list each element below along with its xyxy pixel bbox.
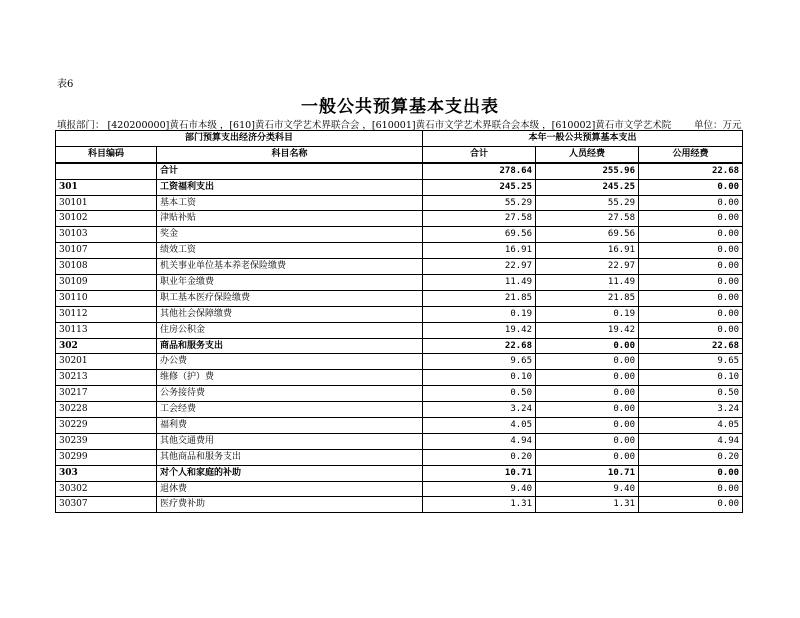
cell-public: 0.00 (639, 497, 743, 513)
cell-total: 0.20 (423, 449, 536, 465)
cell-public: 0.00 (639, 227, 743, 243)
cell-personnel: 0.00 (536, 433, 639, 449)
table-row (56, 290, 743, 306)
cell-code: 30108 (56, 259, 157, 275)
cell-personnel: 0.19 (536, 306, 639, 322)
header-personnel: 人员经费 (536, 146, 639, 162)
cell-public: 22.68 (639, 163, 743, 179)
cell-personnel: 0.00 (536, 386, 639, 402)
cell-code: 30299 (56, 449, 157, 465)
table-row (56, 259, 743, 275)
cell-public: 4.94 (639, 433, 743, 449)
table-row (56, 354, 743, 370)
filing-department: 填报部门： [420200000]黄石市本级 ，[610]黄石市文学艺术界联合会 ，[610001]黄石市文学艺术界联合会本级 ，[610002]黄石市文学艺术院 (57, 120, 672, 131)
cell-code: 30113 (56, 322, 157, 338)
unit-label: 单位：万元 (694, 120, 742, 131)
cell-name: 工会经费 (157, 402, 423, 418)
cell-name: 其他商品和服务支出 (157, 449, 423, 465)
table-row (56, 497, 743, 513)
cell-name: 工资福利支出 (157, 179, 423, 195)
table-row (56, 322, 743, 338)
cell-total: 245.25 (423, 179, 536, 195)
table-number: 表6 (57, 79, 74, 90)
cell-code: 30213 (56, 370, 157, 386)
table-row (56, 243, 743, 259)
budget-table (55, 130, 743, 513)
cell-name: 其他交通费用 (157, 433, 423, 449)
cell-code: 302 (56, 338, 157, 354)
cell-code: 30109 (56, 275, 157, 291)
header-group-row (56, 131, 743, 147)
cell-total: 0.50 (423, 386, 536, 402)
cell-name: 职业年金缴费 (157, 275, 423, 291)
cell-public: 0.00 (639, 179, 743, 195)
cell-public: 0.00 (639, 322, 743, 338)
cell-total: 278.64 (423, 163, 536, 179)
cell-total: 19.42 (423, 322, 536, 338)
table-row (56, 402, 743, 418)
cell-total: 4.94 (423, 433, 536, 449)
table-row (56, 227, 743, 243)
cell-name: 奖金 (157, 227, 423, 243)
cell-public: 0.00 (639, 465, 743, 481)
header-code: 科目编码 (56, 146, 157, 162)
cell-personnel: 22.97 (536, 259, 639, 275)
cell-code: 30112 (56, 306, 157, 322)
cell-total: 9.40 (423, 481, 536, 497)
cell-total: 10.71 (423, 465, 536, 481)
cell-code: 30103 (56, 227, 157, 243)
cell-name: 基本工资 (157, 195, 423, 211)
cell-total: 4.05 (423, 418, 536, 434)
header-name: 科目名称 (157, 146, 423, 162)
cell-name: 退休费 (157, 481, 423, 497)
cell-name: 住房公积金 (157, 322, 423, 338)
header-column-row (56, 146, 743, 162)
cell-total: 69.56 (423, 227, 536, 243)
cell-total: 1.31 (423, 497, 536, 513)
cell-personnel: 55.29 (536, 195, 639, 211)
cell-personnel: 245.25 (536, 179, 639, 195)
cell-public: 0.00 (639, 481, 743, 497)
cell-code (56, 163, 157, 179)
cell-code: 30201 (56, 354, 157, 370)
cell-personnel: 0.00 (536, 370, 639, 386)
cell-total: 3.24 (423, 402, 536, 418)
cell-name: 公务接待费 (157, 386, 423, 402)
cell-code: 30110 (56, 290, 157, 306)
cell-name: 对个人和家庭的补助 (157, 465, 423, 481)
cell-personnel: 0.00 (536, 418, 639, 434)
cell-name: 维修（护）费 (157, 370, 423, 386)
cell-name: 医疗费补助 (157, 497, 423, 513)
header-economic-classification: 部门预算支出经济分类科目 (56, 131, 423, 147)
header-total: 合计 (423, 146, 536, 162)
cell-public: 22.68 (639, 338, 743, 354)
header-public: 公用经费 (639, 146, 743, 162)
cell-name: 福利费 (157, 418, 423, 434)
table-row (56, 386, 743, 402)
cell-code: 30217 (56, 386, 157, 402)
cell-name: 商品和服务支出 (157, 338, 423, 354)
cell-code: 303 (56, 465, 157, 481)
header-basic-expenditure: 本年一般公共预算基本支出 (423, 131, 743, 147)
cell-public: 0.20 (639, 449, 743, 465)
table-body (56, 163, 743, 513)
cell-public: 0.10 (639, 370, 743, 386)
cell-personnel: 0.00 (536, 354, 639, 370)
cell-personnel: 255.96 (536, 163, 639, 179)
cell-code: 30101 (56, 195, 157, 211)
cell-public: 0.00 (639, 211, 743, 227)
cell-public: 0.00 (639, 275, 743, 291)
page-title: 一般公共预算基本支出表 (301, 97, 499, 117)
cell-personnel: 1.31 (536, 497, 639, 513)
total-row (56, 163, 743, 179)
cell-total: 0.10 (423, 370, 536, 386)
table-row (56, 306, 743, 322)
table-row (56, 433, 743, 449)
table-row (56, 418, 743, 434)
cell-personnel: 0.00 (536, 338, 639, 354)
cell-name: 办公费 (157, 354, 423, 370)
category-row (56, 465, 743, 481)
cell-public: 4.05 (639, 418, 743, 434)
cell-public: 9.65 (639, 354, 743, 370)
cell-public: 0.50 (639, 386, 743, 402)
cell-personnel: 0.00 (536, 449, 639, 465)
cell-total: 22.68 (423, 338, 536, 354)
cell-total: 16.91 (423, 243, 536, 259)
cell-total: 0.19 (423, 306, 536, 322)
cell-code: 30302 (56, 481, 157, 497)
cell-total: 11.49 (423, 275, 536, 291)
cell-public: 0.00 (639, 243, 743, 259)
cell-personnel: 27.58 (536, 211, 639, 227)
cell-code: 30307 (56, 497, 157, 513)
cell-public: 0.00 (639, 306, 743, 322)
cell-public: 0.00 (639, 259, 743, 275)
cell-personnel: 69.56 (536, 227, 639, 243)
table-row (56, 370, 743, 386)
category-row (56, 338, 743, 354)
cell-code: 30228 (56, 402, 157, 418)
cell-personnel: 0.00 (536, 402, 639, 418)
cell-personnel: 19.42 (536, 322, 639, 338)
cell-name: 机关事业单位基本养老保险缴费 (157, 259, 423, 275)
category-row (56, 179, 743, 195)
table-row (56, 211, 743, 227)
cell-personnel: 11.49 (536, 275, 639, 291)
cell-name: 津贴补贴 (157, 211, 423, 227)
cell-name: 合计 (157, 163, 423, 179)
cell-code: 30239 (56, 433, 157, 449)
cell-code: 30229 (56, 418, 157, 434)
cell-personnel: 9.40 (536, 481, 639, 497)
table-row (56, 275, 743, 291)
cell-total: 22.97 (423, 259, 536, 275)
table-row (56, 195, 743, 211)
cell-code: 301 (56, 179, 157, 195)
cell-total: 55.29 (423, 195, 536, 211)
cell-public: 0.00 (639, 290, 743, 306)
cell-personnel: 16.91 (536, 243, 639, 259)
cell-name: 职工基本医疗保险缴费 (157, 290, 423, 306)
cell-personnel: 21.85 (536, 290, 639, 306)
cell-total: 21.85 (423, 290, 536, 306)
cell-total: 27.58 (423, 211, 536, 227)
cell-name: 其他社会保障缴费 (157, 306, 423, 322)
cell-name: 绩效工资 (157, 243, 423, 259)
cell-code: 30107 (56, 243, 157, 259)
cell-public: 3.24 (639, 402, 743, 418)
cell-personnel: 10.71 (536, 465, 639, 481)
cell-total: 9.65 (423, 354, 536, 370)
cell-code: 30102 (56, 211, 157, 227)
table-row (56, 481, 743, 497)
cell-public: 0.00 (639, 195, 743, 211)
table-row (56, 449, 743, 465)
